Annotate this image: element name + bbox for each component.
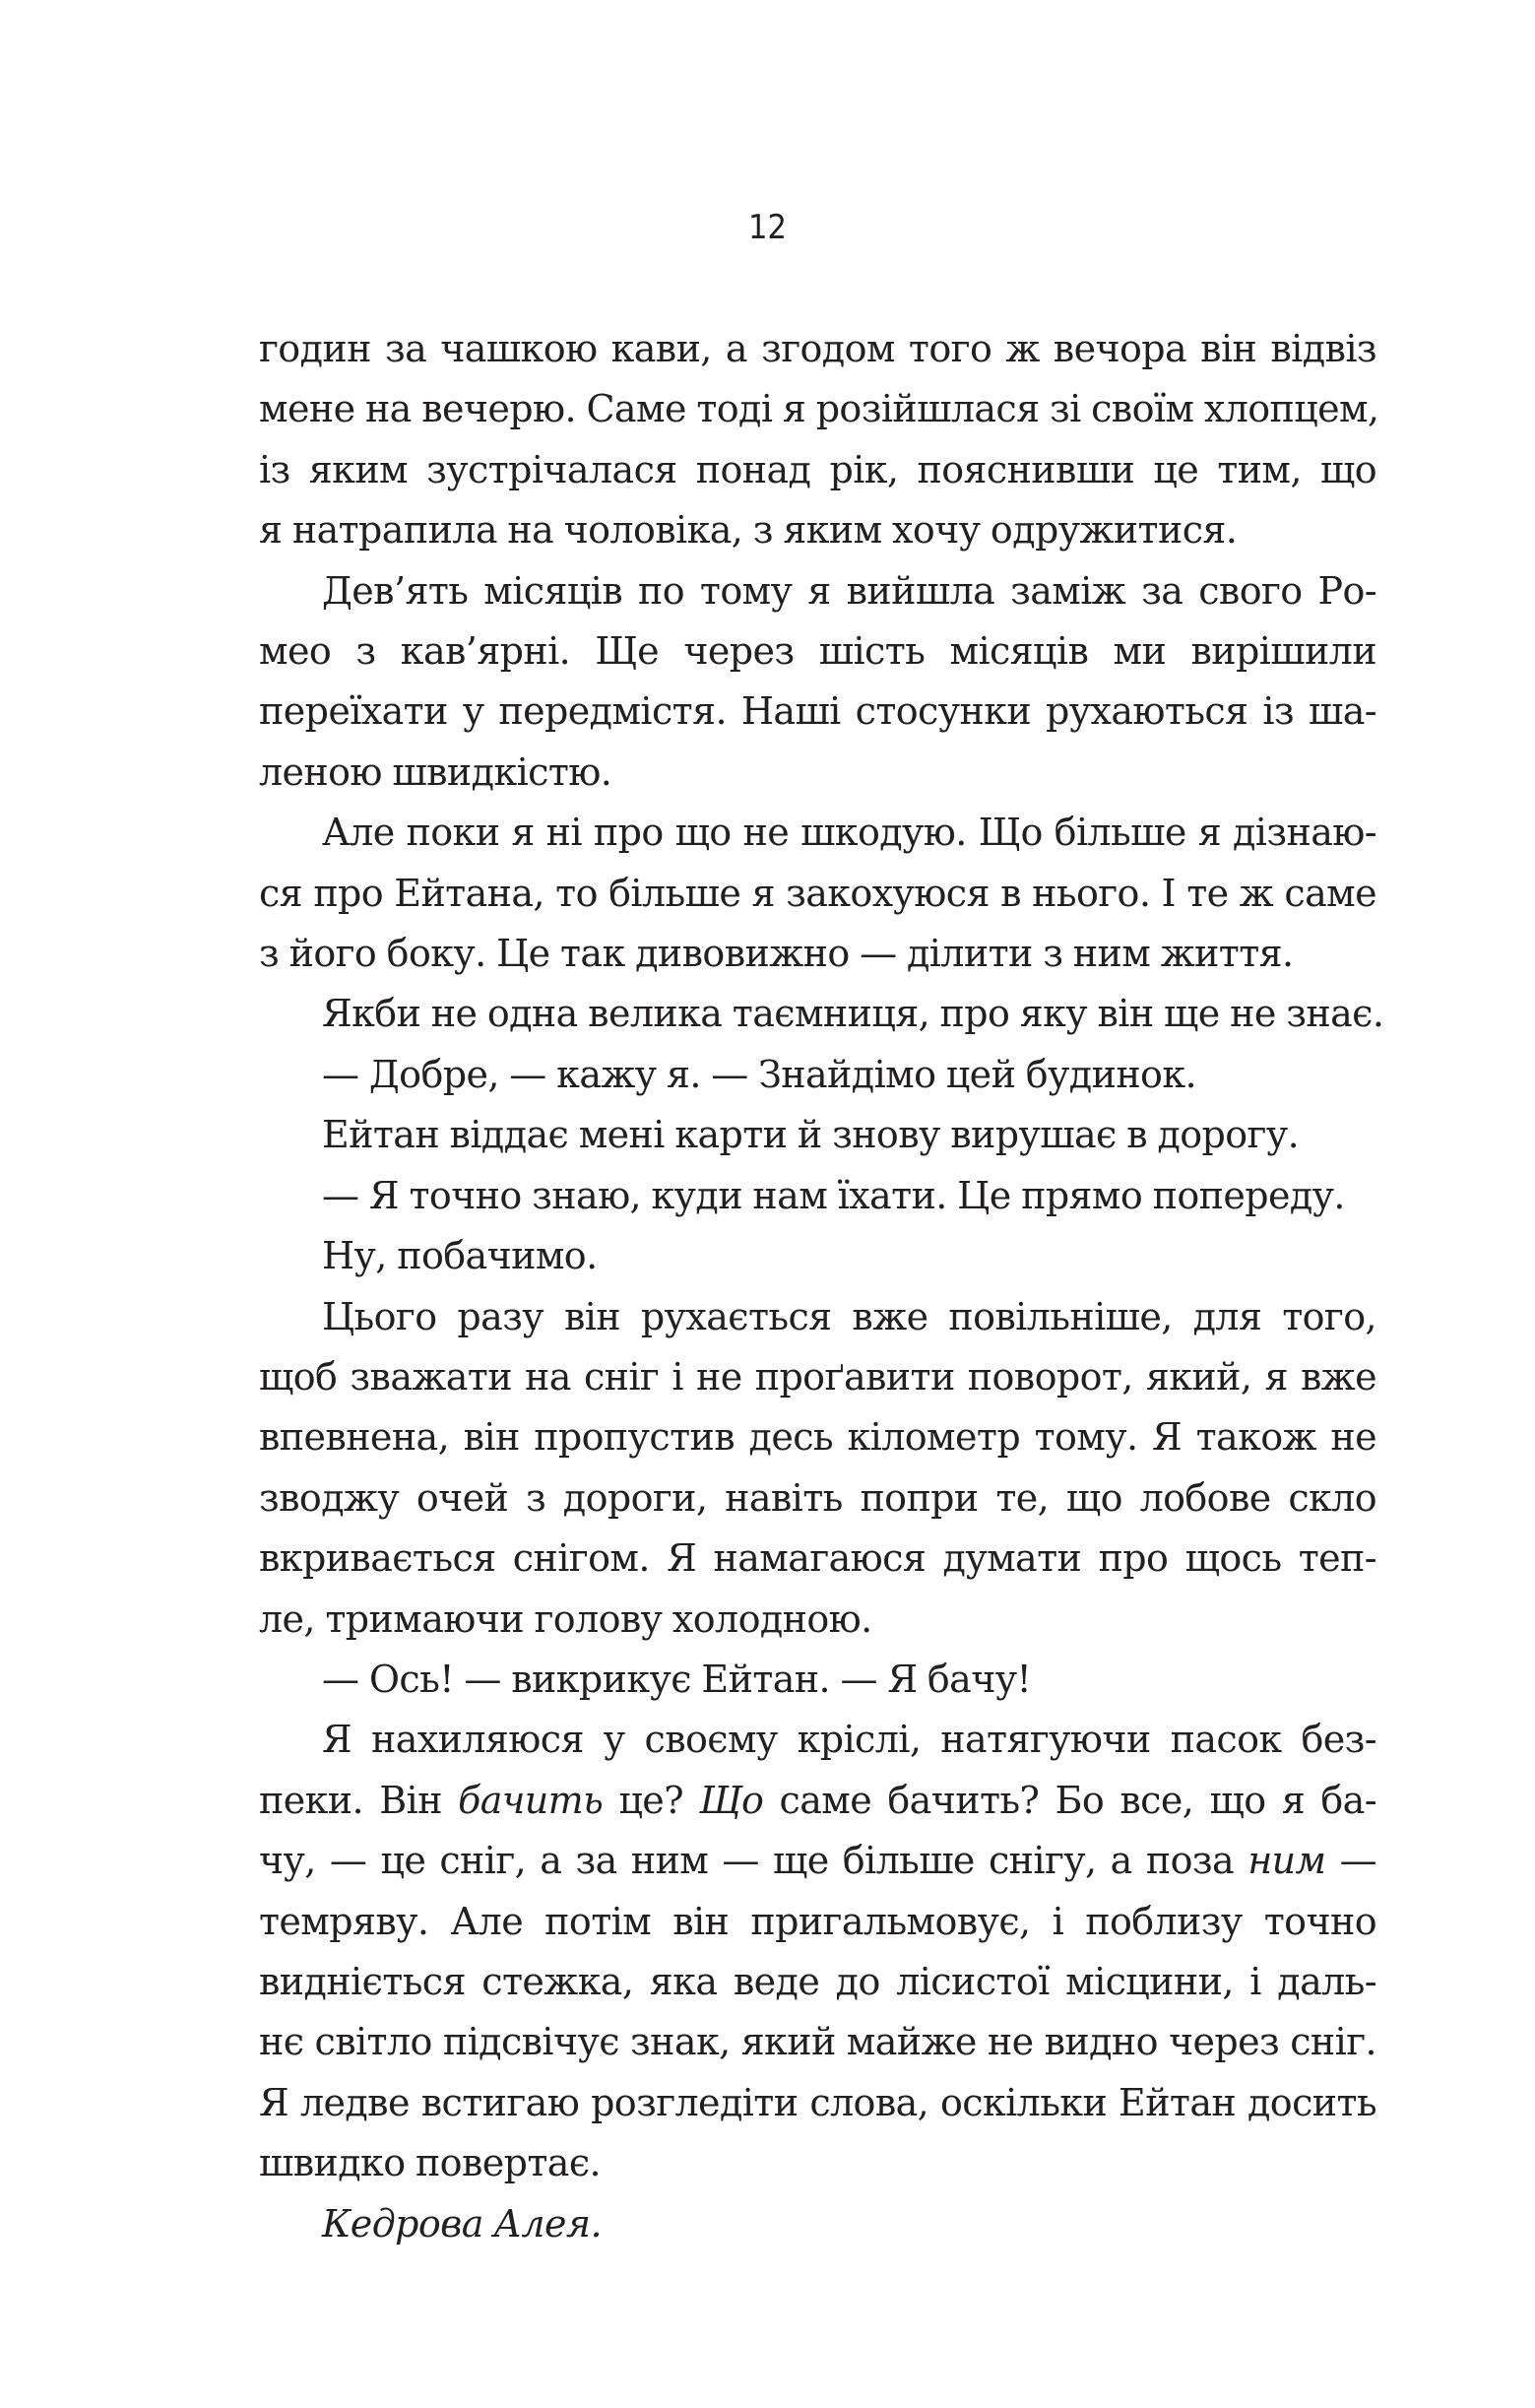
text-line: зводжу очей з дороги, навіть попри те, що лобове скло [259, 1475, 1376, 1520]
text-line: швидко повертає. [259, 2141, 602, 2185]
text-line: нє світло підсвічує знак, який майже не видно через сніг. [259, 2020, 1376, 2064]
text-line: Якби не одна велика таємниця, про яку він ще не знає. [322, 992, 1384, 1036]
paragraph [259, 1166, 1376, 1226]
text-line: Але поки я ні про що не шкодую. Що більше я дізнаю- [322, 811, 1376, 855]
text-line: ле, тримаючи голову холодною. [259, 1596, 872, 1641]
text-line: темряву. Але потім він пригальмовує, і поблизу точно [259, 1899, 1376, 1943]
text-line: чу, — це сніг, а за ним — ще більше снігу, а поза ним — [259, 1839, 1376, 1883]
text-line: — Добре, — кажу я. — Знайдімо цей будинок. [322, 1052, 1196, 1096]
text-line: Я нахиляюся у своєму кріслі, натягуючи пасок без- [322, 1718, 1376, 1762]
text-line: впевнена, він пропустив десь кілометр тому. Я також не [259, 1415, 1376, 1460]
text-line: Кедрова Алея. [322, 2201, 602, 2245]
paragraph [259, 1710, 1376, 2193]
text-line: Цього разу він рухається вже повільніше, для того, [322, 1294, 1376, 1338]
page-number: 12 [748, 208, 787, 247]
text-line: Ейтан віддає мені карти й знову вирушає в дорогу. [322, 1113, 1300, 1157]
text-line: я натрапила на чоловіка, з яким хочу одружитися. [259, 508, 1238, 553]
text-line: із яким зустрічалася понад рік, пояснивши це тим, що [259, 447, 1376, 491]
text-line: — Я точно знаю, куди нам їхати. Це прямо попереду. [322, 1173, 1345, 1217]
text-line: Дев’ять місяців по тому я вийшла заміж за свого Ро- [322, 568, 1376, 613]
text-line: Я ледве встигаю розгледіти слова, оскільки Ейтан досить [259, 2080, 1376, 2124]
paragraph [259, 2194, 1376, 2254]
text-line: вкривається снігом. Я намагаюся думати про щось теп- [259, 1536, 1376, 1581]
paragraph [259, 1045, 1376, 1105]
paragraph [259, 319, 1379, 561]
paragraph [259, 1105, 1376, 1165]
paragraph [259, 1226, 1376, 1286]
text-line: — Ось! — викрикує Ейтан. — Я бачу! [322, 1657, 1032, 1701]
text-line: з його боку. Це так дивовижно — ділити з ним життя. [259, 932, 1294, 976]
paragraph [259, 803, 1376, 984]
body-text [259, 319, 1384, 2254]
text-line: мене на вечерю. Саме тоді я розійшлася зі своїм хлопцем, [259, 387, 1379, 431]
text-line: Ну, побачимо. [322, 1234, 598, 1278]
text-line: щоб зважати на сніг і не проґавити поворот, який, я вже [259, 1354, 1376, 1399]
text-line: ся про Ейтана, то більше я закохуюся в нього. І те ж саме [259, 871, 1376, 915]
text-line: пеки. Він бачить це? Що саме бачить? Бо все, що я ба- [259, 1778, 1376, 1822]
paragraph [259, 984, 1384, 1044]
text-line: видніється стежка, яка веде до лісистої місцини, і даль- [259, 1959, 1376, 2003]
paragraph [259, 561, 1376, 804]
paragraph [259, 1650, 1376, 1710]
paragraph [259, 1287, 1376, 1650]
text-line: мео з кав’ярні. Ще через шість місяців ми вирішили [259, 629, 1376, 674]
text-line: годин за чашкою кави, а згодом того ж вечора він відвіз [259, 327, 1376, 370]
text-line: леною швидкістю. [259, 749, 612, 794]
text-line: переїхати у передмістя. Наші стосунки рухаються із ша- [259, 689, 1376, 734]
